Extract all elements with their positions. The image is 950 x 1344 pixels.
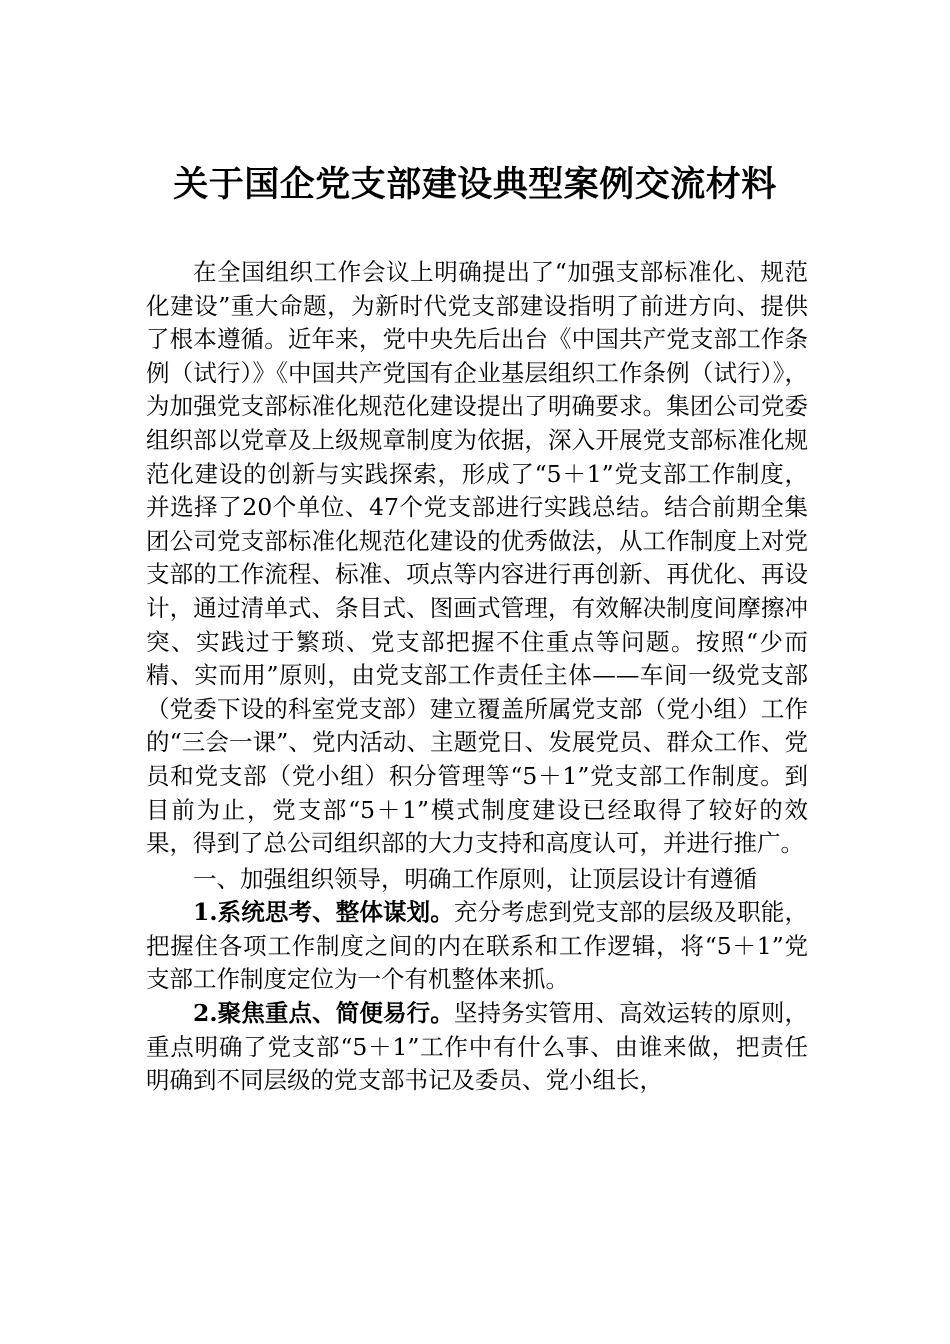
document-title: 关于国企党支部建设典型案例交流材料 bbox=[173, 164, 777, 205]
item-paragraph-2 bbox=[146, 997, 808, 1098]
section-heading-1: 一、加强组织领导，明确工作原则，让顶层设计有遵循 bbox=[193, 864, 757, 893]
item-1-text: 充分考虑到党支部的层级及职能，把握住各项工作制度之间的内在联系和工作逻辑，将“5＋1”党支部工作制度定位为一个有机整体来抓。 bbox=[146, 898, 808, 994]
intro-paragraph: 在全国组织工作会议上明确提出了“加强支部标准化、规范化建设”重大命题，为新时代党支部建设指明了前进方向、提供了根本遵循。近年来，党中央先后出台《中国共产党支部工作条例（试行）》《中国共产党国有企业基层组织工作条例（试行）》，为加强党支部标准化规范化建设提出了明确要求。集团公司党委组织部以党章及上级规章制度为依据，深入开展党支部标准化规范化建设的创新与实践探索，形成了“5＋1”党支部工作制度，并选择了20个单位、47个党支部进行实践总结。结合前期全集团公司党支部标准化规范化建设的优秀做法，从工作制度上对党支部的工作流程、标准、项点等内容进行再创新、再优化、再设计，通过清单式、条目式、图画式管理，有效解决制度间摩擦冲突、实践过于繁琐、党支部把握不住重点等问题。按照“少而精、实而用”原则，由党支部工作责任主体——车间一级党支部（党委下设的科室党支部）建立覆盖所属党支部（党小组）工作的“三会一课”、党内活动、主题党日、发展党员、群众工作、党员和党支部（党小组）积分管理等“5＋1”党支部工作制度。到目前为止，党支部“5＋1”模式制度建设已经取得了较好的效果，得到了总公司组织部的大力支持和高度认可，并进行推广。 bbox=[146, 258, 808, 858]
item-2-lead: 2.聚焦重点、简便易行。 bbox=[193, 999, 454, 1028]
item-paragraph-1 bbox=[146, 896, 808, 997]
document-body bbox=[146, 256, 808, 1098]
item-1-lead: 1.系统思考、整体谋划。 bbox=[193, 898, 454, 927]
item-2-text: 坚持务实管用、高效运转的原则，重点明确了党支部“5＋1”工作中有什么事、由谁来做，把责任明确到不同层级的党支部书记及委员、党小组长， bbox=[146, 999, 808, 1095]
